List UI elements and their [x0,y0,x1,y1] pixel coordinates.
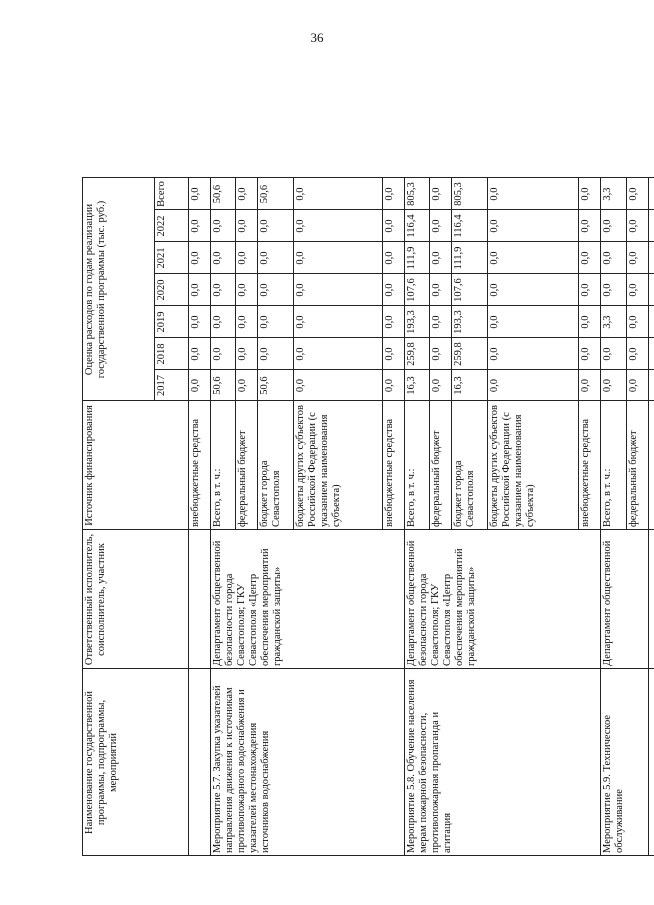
value-cell: 0,0 [602,251,613,265]
value-cell: 0,0 [628,187,639,201]
value-cell: 0,0 [602,378,613,393]
value-cell: 0,0 [602,283,613,297]
value-cell: 50,6 [212,376,223,395]
measure-executor: Департамент общественной [602,540,613,666]
value-cell: 0,0 [580,251,591,265]
funding-source: федеральный бюджет [431,430,442,527]
value-cell: 259,8 [453,342,464,366]
value-cell: 0,0 [431,251,442,265]
value-cell: 107,6 [406,278,417,302]
table-top-border [82,178,83,856]
value-cell: 0,0 [295,283,306,297]
value-cell: 0,0 [384,251,395,265]
column-line [154,337,654,338]
value-cell: 0,0 [259,251,270,265]
header-bottom-line [188,178,189,856]
value-cell: 50,6 [259,184,270,204]
value-cell: 0,0 [259,283,270,297]
value-cell: 50,6 [212,184,223,204]
funding-source: федеральный бюджет [628,430,639,527]
budget-table [82,56,639,856]
value-cell: 0,0 [212,283,223,297]
value-cell: 0,0 [431,347,442,361]
value-cell: 0,0 [384,187,395,201]
value-cell: 3,3 [602,315,613,329]
value-cell: 0,0 [384,378,395,393]
header-name: Наименование государственной программы, подпрограммы, мероприятий [84,691,119,834]
header-year: 2019 [156,311,167,333]
column-line [154,369,654,370]
funding-source: Всего, в т. ч.: [602,468,613,527]
value-cell: 0,0 [431,315,442,329]
value-cell: 0,0 [190,219,201,233]
column-line [154,209,654,210]
value-cell: 0,0 [295,347,306,361]
value-cell: 0,0 [489,315,500,329]
value-cell: 111,9 [453,246,464,270]
column-line [154,241,654,242]
value-cell: 0,0 [237,283,248,297]
value-cell: 16,3 [406,376,417,395]
value-cell: 50,6 [259,376,270,395]
value-cell: 0,0 [628,347,639,361]
value-cell: 0,0 [295,251,306,265]
value-cell: 0,0 [384,283,395,297]
value-cell: 805,3 [406,182,417,206]
value-cell: 0,0 [628,219,639,233]
column-line [154,305,654,306]
funding-source: внебюджетные средства [580,418,591,527]
header-year: Всего [156,181,167,207]
value-cell: 0,0 [212,251,223,265]
value-cell: 0,0 [190,283,201,297]
header-estimate: Оценка расходов по годам реализации государственной программы (тыс. руб.) [84,200,107,379]
header-source: Источник финансирования [84,405,95,526]
value-cell: 805,3 [453,182,464,206]
header-executor: Ответственный исполнитель, соисполнитель, участник [84,533,107,666]
funding-source: бюджет города Севастополя [453,460,476,527]
value-cell: 0,0 [580,283,591,297]
value-cell: 116,4 [406,214,417,238]
funding-source: бюджеты других субъектов Российской Федерации (с указанием наименования субъекта) [295,405,342,527]
value-cell: 0,0 [431,378,442,393]
funding-source: Всего, в т. ч.: [406,468,417,527]
value-cell: 259,8 [406,342,417,366]
column-line [82,177,654,178]
value-cell: 0,0 [384,219,395,233]
measure-name: Мероприятие 5.9. Техническое обслуживание [602,714,625,853]
measure-name: Мероприятие 5.8. Обучение населения мерам пожарной безопасности, противопожарная пропаганда и агитация [406,679,453,853]
value-cell: 0,0 [259,219,270,233]
value-cell: 0,0 [431,187,442,201]
value-cell: 111,9 [406,246,417,270]
column-line [82,529,654,530]
page-number: 36 [310,30,324,45]
measure-executor [188,530,210,669]
value-cell: 116,4 [453,214,464,238]
value-cell: 0,0 [190,315,201,329]
column-line [154,273,654,274]
value-cell: 0,0 [259,347,270,361]
header-year: 2017 [156,375,167,396]
value-cell: 0,0 [384,347,395,361]
value-cell: 3,3 [602,187,613,201]
value-cell: 0,0 [580,315,591,329]
value-cell: 0,0 [602,347,613,361]
value-cell: 0,0 [489,347,500,361]
value-cell: 0,0 [237,187,248,201]
value-cell: 0,0 [431,283,442,297]
header-year: 2020 [156,279,167,301]
funding-source: внебюджетные средства [190,418,201,527]
funding-source: бюджеты других субъектов Российской Федерации (с указанием наименования субъекта) [489,405,536,527]
measure-executor: Департамент общественной безопасности города Севастополя; ГКУ Севастополя «Центр обеспечения мероприятий гражданской защиты» [212,540,283,666]
value-cell: 0,0 [295,219,306,233]
value-cell: 0,0 [628,378,639,393]
value-cell: 107,6 [453,278,464,302]
column-line [82,668,654,669]
value-cell: 0,0 [384,315,395,329]
value-cell: 0,0 [580,347,591,361]
value-cell: 0,0 [295,378,306,393]
value-cell: 193,3 [406,310,417,334]
value-cell: 0,0 [295,187,306,201]
value-cell: 0,0 [212,347,223,361]
value-cell: 0,0 [295,315,306,329]
value-cell: 0,0 [489,378,500,393]
funding-source: федеральный бюджет [237,430,248,527]
value-cell: 0,0 [212,219,223,233]
funding-source: бюджет города Севастополя [259,460,282,527]
value-cell: 0,0 [237,219,248,233]
value-cell: 0,0 [628,315,639,329]
value-cell: 0,0 [237,251,248,265]
value-cell: 0,0 [237,347,248,361]
value-cell: 193,3 [453,310,464,334]
value-cell: 0,0 [580,187,591,201]
value-cell: 0,0 [190,251,201,265]
value-cell: 0,0 [489,187,500,201]
value-cell: 0,0 [190,187,201,201]
header-year: 2018 [156,343,167,365]
group-divider [648,178,649,856]
column-line [82,400,654,401]
value-cell: 0,0 [628,251,639,265]
value-cell: 0,0 [190,347,201,361]
value-cell: 0,0 [489,251,500,265]
value-cell: 0,0 [431,219,442,233]
value-cell: 0,0 [489,283,500,297]
value-cell: 0,0 [190,378,201,393]
funding-source: внебюджетные средства [384,418,395,527]
measure-name: Мероприятие 5.7. Закупка указателей направления движения к источникам противопожарного водоснабжения и указателей местонахождения источников водоснабжения [212,685,271,853]
value-cell: 0,0 [237,315,248,329]
header-mid-line [154,178,155,401]
value-cell: 0,0 [580,219,591,233]
funding-source: Всего, в т. ч.: [212,468,223,527]
value-cell: 16,3 [453,376,464,395]
measure-name [188,669,210,856]
value-cell: 0,0 [628,283,639,297]
measure-executor: Департамент общественной безопасности города Севастополя; ГКУ Севастополя «Центр обеспечения мероприятий гражданской защиты» [406,540,477,666]
header-year: 2022 [156,215,167,237]
value-cell: 0,0 [489,219,500,233]
value-cell: 0,0 [580,378,591,393]
column-line [82,855,654,856]
value-cell: 0,0 [259,315,270,329]
header-year: 2021 [156,247,167,269]
value-cell: 0,0 [602,219,613,233]
value-cell: 0,0 [237,378,248,393]
value-cell: 0,0 [212,315,223,329]
